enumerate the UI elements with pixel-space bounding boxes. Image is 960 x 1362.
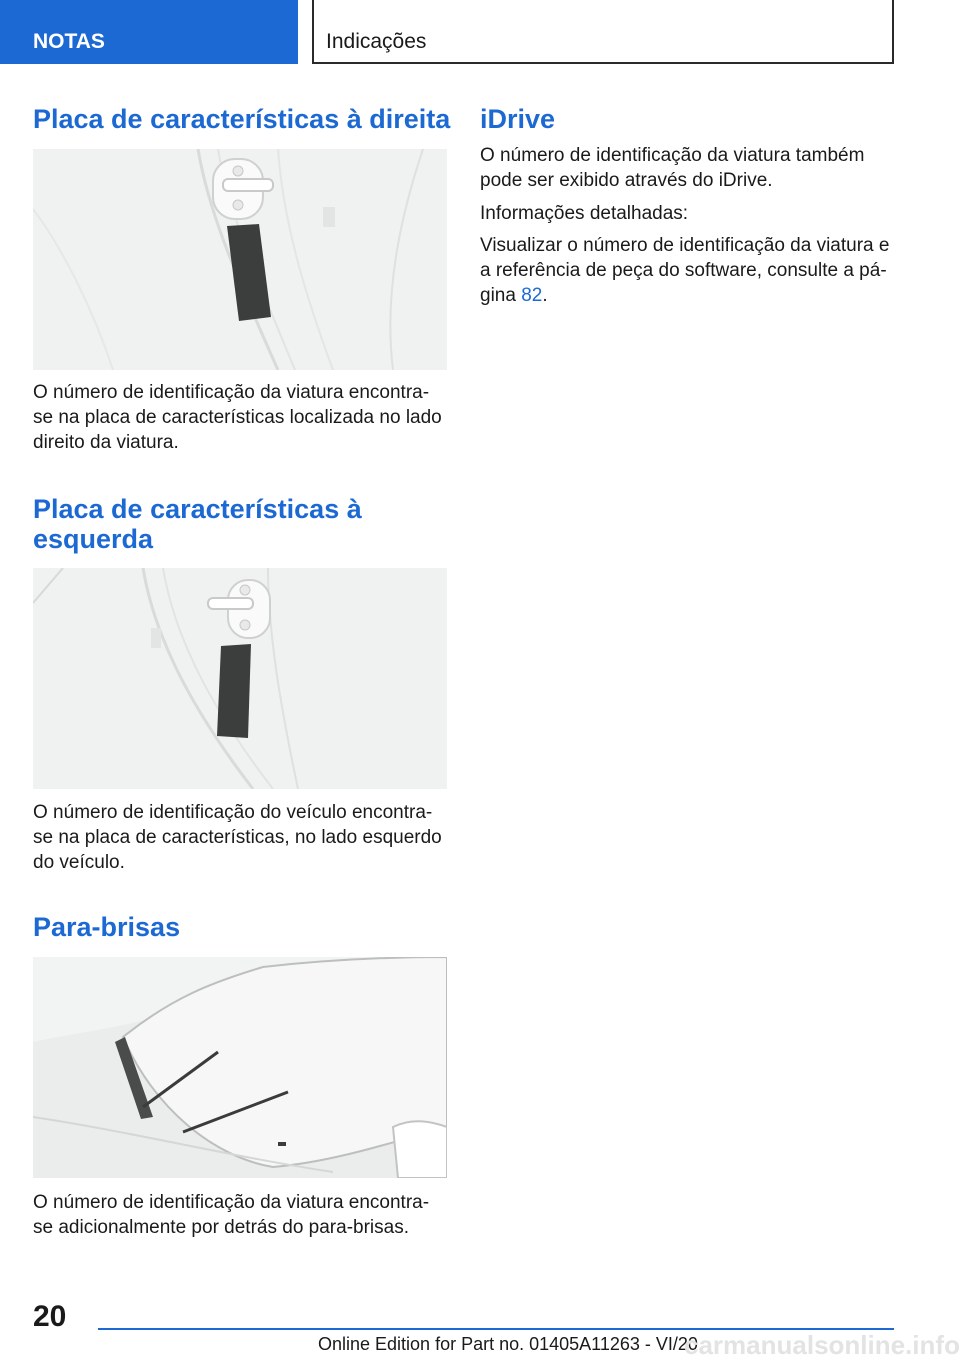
image-windscreen xyxy=(33,957,447,1178)
paragraph-details: Informações detalhadas: xyxy=(480,203,689,224)
chapter-tab[interactable] xyxy=(312,0,894,64)
footer-edition: Online Edition for Part no. 01405A11263 - VI/20 xyxy=(318,1334,698,1354)
section-tab[interactable] xyxy=(0,0,298,64)
section-label: NOTAS xyxy=(33,30,105,53)
view-vin-text: Visualizar o número de identificação da viatura e a referência de peça do software, consulte a página xyxy=(480,235,890,306)
image-left-door-pillar xyxy=(33,568,447,789)
chapter-label: Indicações xyxy=(326,30,427,53)
heading-windscreen: Para-brisas xyxy=(33,912,181,942)
page-number: 20 xyxy=(33,1300,67,1333)
paragraph-left-plate: O número de identificação do veículo encontra-se na placa de características, no lado esquerdo do veículo. xyxy=(33,802,442,873)
heading-left-plate-line2: esquerda xyxy=(33,524,154,554)
paragraph-view-vin xyxy=(480,233,894,308)
view-vin-end: . xyxy=(542,285,548,306)
paragraph-right-plate: O número de identificação da viatura encontra-se na placa de características localizada no lado direito da viatura. xyxy=(33,382,442,453)
page-link[interactable]: 82 xyxy=(521,285,543,306)
heading-idrive: iDrive xyxy=(480,104,556,134)
image-right-door-pillar xyxy=(33,149,447,370)
paragraph-windscreen: O número de identificação da viatura encontra-se adicionalmente por detrás do para-brisas. xyxy=(33,1192,430,1238)
paragraph-idrive: O número de identificação da viatura também pode ser exibido através do iDrive. xyxy=(480,145,865,191)
watermark: carmanualsonline.info xyxy=(684,1330,960,1360)
heading-right-plate: Placa de características à direita xyxy=(33,104,451,134)
heading-left-plate-line1: Placa de características à xyxy=(33,494,362,524)
